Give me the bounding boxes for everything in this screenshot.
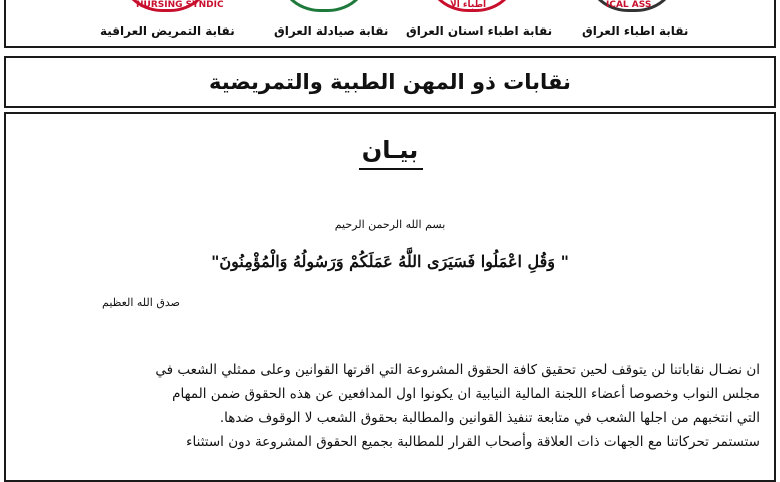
quran-verse: " وَقُلِ اعْمَلُوا فَسَيَرَى اللَّهُ عَمَلَكُمْ وَرَسُولُهُ وَالْمُؤْمِنُونَ" — [211, 252, 569, 271]
title-banner — [4, 56, 776, 108]
nursing-syndicate-logo — [96, 0, 246, 46]
doctors-syndicate-caption: نقابة اطباء العراق — [582, 24, 689, 38]
page-title: نقابات ذو المهن الطبية والتمريضية — [209, 70, 571, 94]
bismillah: بسم الله الرحمن الرحيم — [334, 218, 446, 231]
statement-body — [4, 112, 776, 482]
nursing-syndicate-caption: نقابة التمريض العراقية — [100, 24, 235, 38]
paragraph-line: التي انتخبهم من اجلها الشعب في متابعة تنفيذ القوانين والمطالبة بحقوق الشعب لا الوقوف ضدها. — [219, 410, 760, 426]
dentists-seal-text: أطباء الأ — [450, 0, 487, 10]
pharmacists-syndicate-logo — [264, 0, 394, 46]
statement-heading: بيـان — [361, 136, 419, 164]
sadaq-allah: صدق الله العظيم — [102, 296, 180, 309]
heading-underline — [359, 168, 423, 170]
nursing-seal-text: NURSING SYNDIC — [136, 0, 224, 10]
doctors-syndicate-logo — [566, 0, 696, 46]
paragraph-line: مجلس النواب وخصوصا أعضاء اللجنة المالية النيابية ان يكونوا اول المدافعين عن هذه الحقوق ضمن المهام — [172, 386, 760, 402]
doctors-seal-text: ICAL ASS — [606, 0, 652, 10]
paragraph-line: ستستمر تحركاتنا مع الجهات ذات العلاقة وأصحاب القرار للمطالبة بجميع الحقوق المشروعة دون استثناء — [186, 434, 760, 450]
dentists-syndicate-caption: نقابة اطباء اسنان العراق — [406, 24, 553, 38]
pharmacists-seal-icon — [276, 0, 372, 12]
logos-strip — [4, 0, 776, 48]
dentists-syndicate-logo — [404, 0, 553, 46]
pharmacists-syndicate-caption: نقابة صيادلة العراق — [274, 24, 389, 38]
paragraph-line: ان نضـال نقاباتنا لن يتوقف لحين تحقيق كافة الحقوق المشروعة التي اقرتها القوانين وعلى ممثلي الشعب في — [155, 362, 760, 378]
